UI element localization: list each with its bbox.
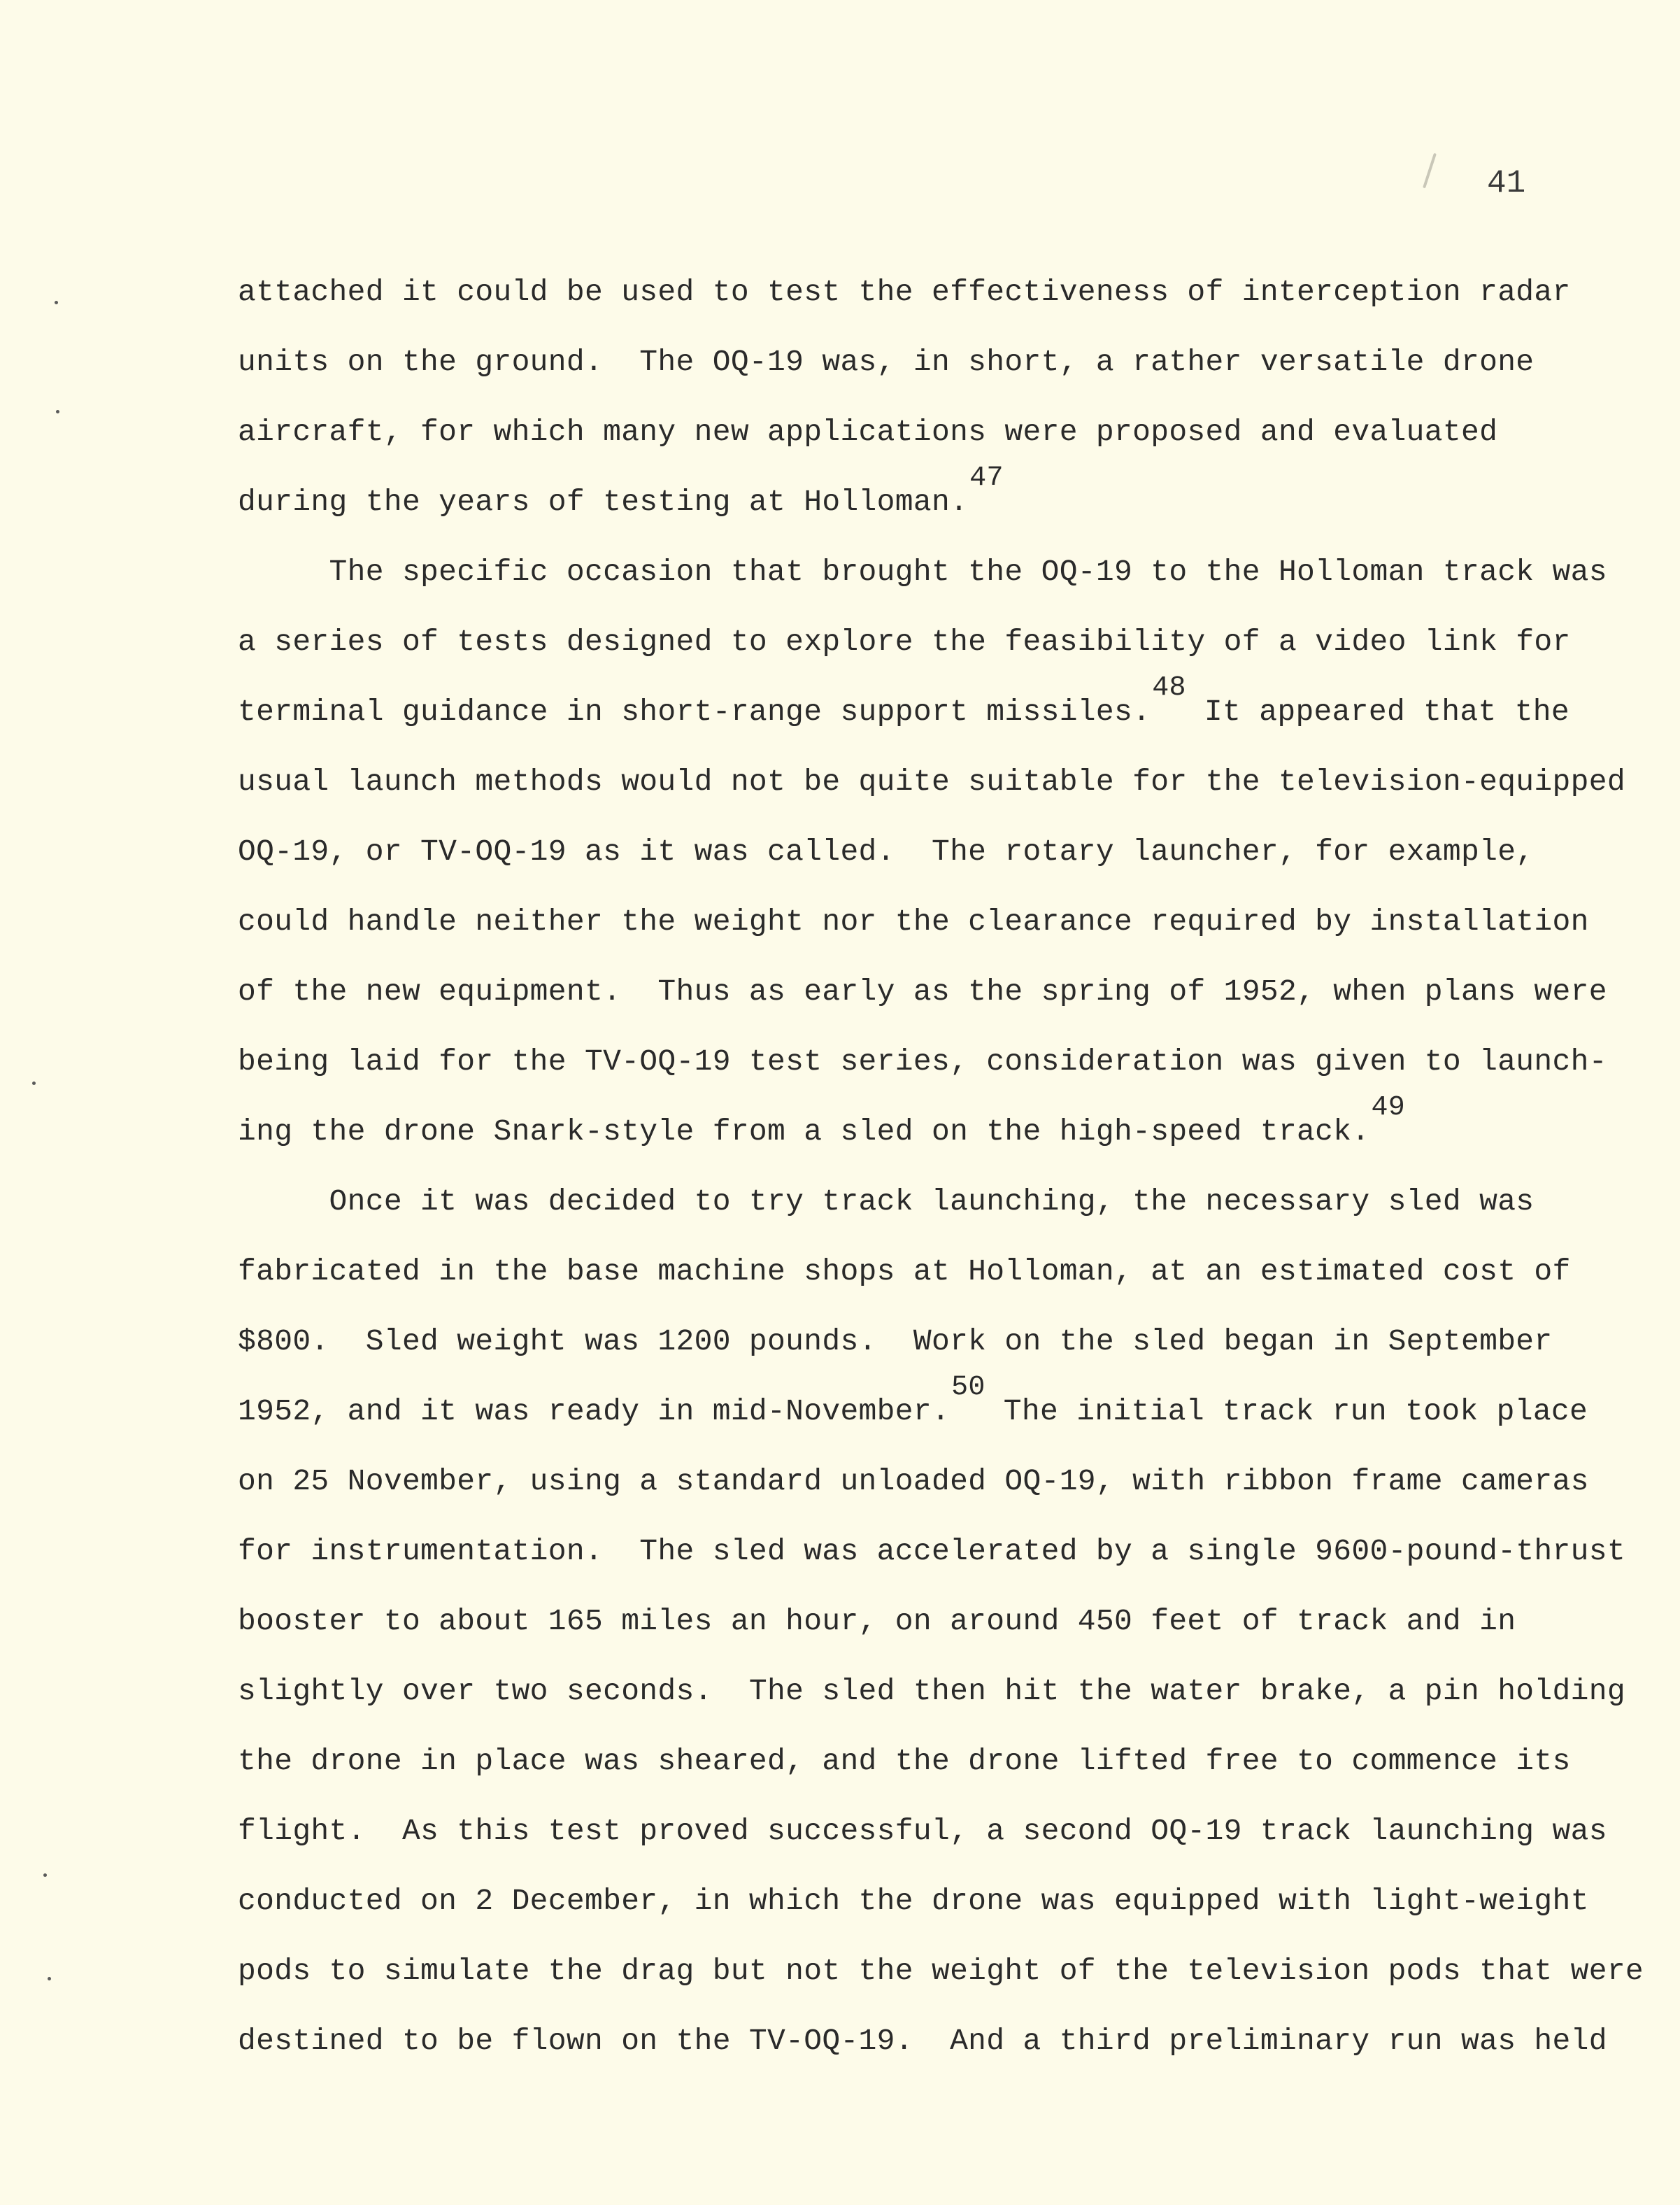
text-line: The specific occasion that brought the OQ-19 to the Holloman track was — [238, 555, 1607, 589]
text-line: fabricated in the base machine shops at Holloman, at an estimated cost of — [238, 1254, 1571, 1289]
text-line: Once it was decided to try track launching, the necessary sled was — [238, 1184, 1535, 1219]
text-line: aircraft, for which many new applications were proposed and evaluated — [238, 415, 1498, 449]
footnote-marker: 49 — [1371, 1092, 1406, 1123]
margin-speck — [55, 301, 58, 304]
margin-speck — [56, 410, 59, 413]
text-line: attached it could be used to test the effectiveness of interception radar — [238, 275, 1571, 309]
text-line: of the new equipment. Thus as early as the spring of 1952, when plans were — [238, 974, 1607, 1009]
text-line: the drone in place was sheared, and the drone lifted free to commence its — [238, 1744, 1571, 1778]
body-text — [238, 269, 1644, 2088]
footnote-marker: 48 — [1152, 672, 1186, 704]
text-line: could handle neither the weight nor the clearance required by installation — [238, 905, 1589, 939]
text-line: pods to simulate the drag but not the weight of the television pods that were — [238, 1954, 1644, 1988]
margin-speck — [48, 1977, 51, 1980]
footnote-marker: 47 — [969, 462, 1004, 494]
pencil-mark — [1423, 153, 1437, 189]
text-line: on 25 November, using a standard unloaded OQ-19, with ribbon frame cameras — [238, 1464, 1589, 1498]
text-line: a series of tests designed to explore the feasibility of a video link for — [238, 625, 1571, 659]
text-line: terminal guidance in short-range support missiles.48 It appeared that the — [238, 672, 1570, 729]
text-line: conducted on 2 December, in which the drone was equipped with light-weight — [238, 1884, 1589, 1918]
text-line: 1952, and it was ready in mid-November.50 The initial track run took place — [238, 1372, 1588, 1428]
footnote-marker: 50 — [951, 1372, 985, 1403]
text-line: being laid for the TV-OQ-19 test series, consideration was given to launch- — [238, 1044, 1607, 1079]
text-line: units on the ground. The OQ-19 was, in short, a rather versatile drone — [238, 345, 1535, 379]
margin-speck — [43, 1873, 47, 1877]
text-line: flight. As this test proved successful, a second OQ-19 track launching was — [238, 1814, 1607, 1848]
margin-speck — [32, 1082, 36, 1085]
text-line: slightly over two seconds. The sled then hit the water brake, a pin holding — [238, 1674, 1625, 1708]
text-line: booster to about 165 miles an hour, on around 450 feet of track and in — [238, 1604, 1516, 1638]
text-line: destined to be flown on the TV-OQ-19. And a third preliminary run was held — [238, 2024, 1607, 2058]
text-line: $800. Sled weight was 1200 pounds. Work on the sled began in September — [238, 1324, 1553, 1359]
page-number: 41 — [1487, 165, 1526, 201]
text-line: for instrumentation. The sled was accelerated by a single 9600-pound-thrust — [238, 1534, 1625, 1568]
text-line: ing the drone Snark-style from a sled on the high-speed track.49 — [238, 1092, 1406, 1149]
text-line: during the years of testing at Holloman.47 — [238, 462, 1004, 519]
text-line: OQ-19, or TV-OQ-19 as it was called. The rotary launcher, for example, — [238, 835, 1535, 869]
text-line: usual launch methods would not be quite suitable for the television-equipped — [238, 765, 1625, 799]
